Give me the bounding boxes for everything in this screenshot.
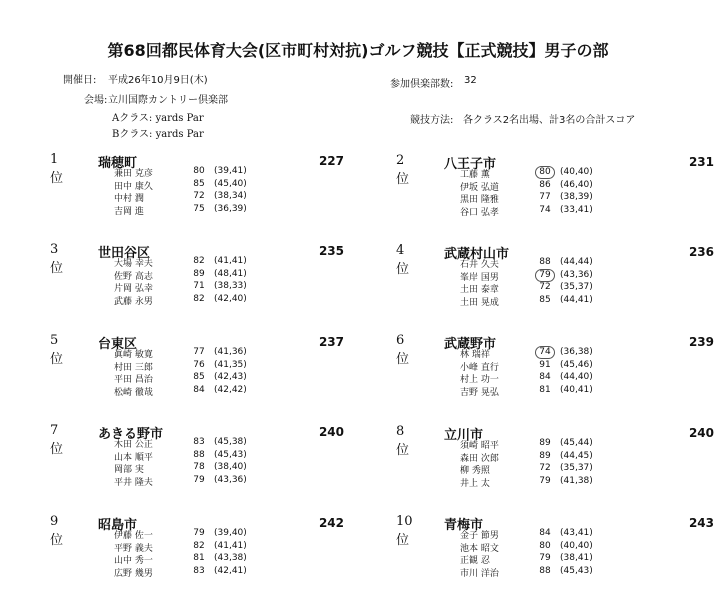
team-total: 227	[318, 154, 344, 168]
player-score: 82	[193, 293, 205, 304]
team-name: 武蔵野市	[444, 337, 497, 352]
player-name: 山中 秀一	[114, 556, 153, 566]
player-half-scores: (41,38)	[560, 475, 593, 486]
player-score: 74	[535, 346, 555, 359]
player-half-scores: (42,43)	[214, 372, 247, 382]
clubs-value: 32	[464, 75, 477, 86]
player-half-scores: (45,40)	[214, 178, 247, 189]
player-score: 89	[539, 450, 551, 461]
player-name: 片岡 弘幸	[114, 284, 153, 294]
player-name: 工藤 薫	[460, 170, 490, 180]
player-score: 88	[539, 565, 551, 576]
team-rank: 2位	[396, 153, 410, 187]
player-score: 77	[539, 192, 551, 202]
player-half-scores: (44,40)	[560, 372, 593, 382]
team-rank: 1位	[50, 152, 64, 186]
player-half-scores: (44,44)	[560, 257, 593, 267]
player-half-scores: (42,40)	[214, 293, 247, 304]
player-half-scores: (39,41)	[214, 166, 247, 176]
player-half-scores: (33,41)	[560, 204, 593, 215]
player-score: 72	[539, 463, 551, 473]
date-value: 平成26年10月9日(木)	[108, 75, 208, 86]
class-a-line: Aクラス: yards Par	[112, 113, 204, 124]
player-score: 83	[193, 437, 205, 447]
player-score: 82	[193, 256, 205, 266]
player-score: 84	[539, 372, 551, 382]
player-score: 80	[535, 166, 555, 179]
team-total: 231	[688, 155, 714, 169]
player-half-scores: (44,45)	[560, 450, 593, 461]
player-name: 小峰 直行	[460, 362, 499, 373]
player-score: 89	[539, 438, 551, 448]
player-score: 71	[193, 281, 205, 291]
player-name: 村上 功一	[460, 375, 499, 385]
team-rank: 3位	[50, 242, 64, 276]
player-half-scores: (46,40)	[560, 179, 593, 190]
team-rank: 6位	[396, 333, 410, 367]
player-name: 井上 太	[460, 478, 490, 489]
player-score: 82	[193, 540, 205, 551]
player-score: 79	[193, 474, 205, 485]
player-name: 中村 潤	[114, 194, 144, 204]
team-rank: 10位	[396, 514, 413, 548]
player-name: 平田 昌治	[114, 375, 153, 385]
team-total: 237	[318, 335, 344, 349]
player-score: 72	[193, 191, 205, 201]
player-score: 79	[539, 475, 551, 486]
player-score: 85	[193, 178, 205, 189]
team-rank: 8位	[396, 424, 410, 458]
player-half-scores: (43,36)	[214, 474, 247, 485]
team-total: 242	[318, 516, 344, 530]
team-total: 235	[318, 244, 344, 258]
player-half-scores: (40,41)	[560, 384, 593, 395]
team-total: 236	[688, 245, 714, 259]
player-half-scores: (48,41)	[214, 268, 247, 279]
team-name: 青梅市	[444, 518, 484, 533]
date-label: 開催日:	[63, 75, 97, 86]
player-name: 市川 洋治	[460, 568, 499, 579]
player-half-scores: (41,35)	[214, 359, 247, 370]
player-name: 黒田 隆雅	[460, 195, 499, 205]
player-score: 79	[539, 553, 551, 563]
player-name: 村田 三郎	[114, 362, 153, 373]
player-score: 81	[539, 384, 551, 395]
player-name: 吉野 晃弘	[460, 387, 499, 398]
player-score: 72	[539, 282, 551, 292]
page-title: 第68回都民体育大会(区市町村対抗)ゴルフ競技【正式競技】男子の部	[107, 41, 609, 60]
player-name: 平野 義夫	[114, 543, 153, 554]
player-score: 83	[193, 565, 205, 576]
player-name: 林 瑞祥	[460, 350, 490, 360]
player-score: 77	[193, 347, 205, 357]
class-b-line: Bクラス: yards Par	[112, 129, 204, 140]
player-half-scores: (41,41)	[214, 256, 247, 266]
player-half-scores: (36,39)	[214, 203, 247, 214]
player-score: 79	[193, 528, 205, 538]
player-score: 80	[539, 540, 551, 551]
player-score: 79	[535, 269, 555, 282]
player-name: 森田 次郎	[460, 453, 499, 464]
player-name: 武藤 永男	[114, 296, 153, 307]
player-half-scores: (35,37)	[560, 463, 593, 473]
method-label: 競技方法:	[410, 115, 454, 126]
player-half-scores: (40,40)	[560, 540, 593, 551]
team-name: 昭島市	[98, 518, 138, 533]
player-half-scores: (38,40)	[214, 462, 247, 472]
player-half-scores: (38,33)	[214, 281, 247, 291]
player-score: 85	[539, 294, 551, 305]
player-name: 正観 忍	[460, 556, 490, 566]
player-name: 伊坂 弘道	[460, 182, 499, 193]
player-name: 土田 晃成	[460, 297, 499, 308]
player-score: 88	[193, 449, 205, 460]
player-half-scores: (45,43)	[214, 449, 247, 460]
player-half-scores: (36,38)	[560, 347, 593, 357]
team-rank: 7位	[50, 423, 64, 457]
player-name: 平井 隆夫	[114, 477, 153, 488]
team-name: 世田谷区	[98, 246, 151, 261]
team-name: あきる野市	[98, 427, 164, 442]
player-name: 大場 幸夫	[114, 259, 153, 269]
player-score: 75	[193, 203, 205, 214]
player-name: 木田 公正	[114, 440, 153, 450]
team-total: 240	[318, 425, 344, 439]
player-half-scores: (42,42)	[214, 384, 247, 395]
player-name: 池本 昭文	[460, 543, 499, 554]
player-name: 伊藤 佐一	[114, 531, 153, 541]
team-rank: 9位	[50, 514, 64, 548]
player-half-scores: (45,46)	[560, 359, 593, 370]
team-rank: 5位	[50, 333, 64, 367]
player-score: 91	[539, 359, 551, 370]
team-name: 瑞穂町	[98, 156, 138, 171]
player-half-scores: (38,41)	[560, 553, 593, 563]
player-score: 78	[193, 462, 205, 472]
venue-value: 立川国際カントリー倶楽部	[108, 95, 228, 106]
player-half-scores: (43,41)	[560, 528, 593, 538]
player-half-scores: (38,34)	[214, 191, 247, 201]
player-name: 谷口 弘孝	[460, 207, 499, 218]
team-rank: 4位	[396, 243, 410, 277]
player-name: 岡部 実	[114, 465, 144, 475]
player-score: 89	[193, 268, 205, 279]
player-score: 74	[539, 204, 551, 215]
player-name: 須崎 昭平	[460, 441, 499, 451]
player-name: 金子 節男	[460, 531, 499, 541]
player-name: 山本 順平	[114, 452, 153, 463]
team-name: 武蔵村山市	[444, 247, 510, 262]
player-half-scores: (41,41)	[214, 540, 247, 551]
player-half-scores: (35,37)	[560, 282, 593, 292]
clubs-label: 参加倶楽部数:	[390, 79, 454, 90]
player-name: 石井 久夫	[460, 260, 499, 270]
team-name: 八王子市	[444, 157, 497, 172]
player-half-scores: (42,41)	[214, 565, 247, 576]
method-value: 各クラス2名出場、計3名の合計スコア	[463, 115, 636, 126]
player-score: 80	[193, 166, 205, 176]
player-name: 眞崎 敏寛	[114, 350, 153, 360]
player-name: 佐野 高志	[114, 271, 153, 282]
player-name: 兼田 克彦	[114, 169, 153, 179]
player-half-scores: (41,36)	[214, 347, 247, 357]
player-name: 柳 秀照	[460, 466, 490, 476]
team-total: 240	[688, 426, 714, 440]
player-score: 86	[539, 179, 551, 190]
player-half-scores: (43,38)	[214, 553, 247, 563]
player-half-scores: (40,40)	[560, 167, 593, 177]
player-score: 85	[193, 372, 205, 382]
player-score: 81	[193, 553, 205, 563]
team-name: 立川市	[444, 428, 484, 443]
player-name: 田中 康久	[114, 181, 153, 192]
player-half-scores: (44,41)	[560, 294, 593, 305]
player-score: 84	[193, 384, 205, 395]
player-half-scores: (45,43)	[560, 565, 593, 576]
player-score: 76	[193, 359, 205, 370]
player-score: 84	[539, 528, 551, 538]
player-name: 広野 幾男	[114, 568, 153, 579]
player-half-scores: (39,40)	[214, 528, 247, 538]
player-name: 峯岸 国男	[460, 272, 499, 283]
player-half-scores: (45,44)	[560, 438, 593, 448]
player-half-scores: (38,39)	[560, 192, 593, 202]
team-name: 台東区	[98, 337, 138, 352]
player-name: 土田 泰章	[460, 285, 499, 295]
player-name: 吉岡 進	[114, 206, 144, 217]
player-half-scores: (43,36)	[560, 269, 593, 280]
venue-label: 会場:	[84, 95, 108, 106]
player-score: 88	[539, 257, 551, 267]
team-total: 239	[688, 335, 714, 349]
player-half-scores: (45,38)	[214, 437, 247, 447]
player-name: 松崎 徹哉	[114, 387, 153, 398]
team-total: 243	[688, 516, 714, 530]
